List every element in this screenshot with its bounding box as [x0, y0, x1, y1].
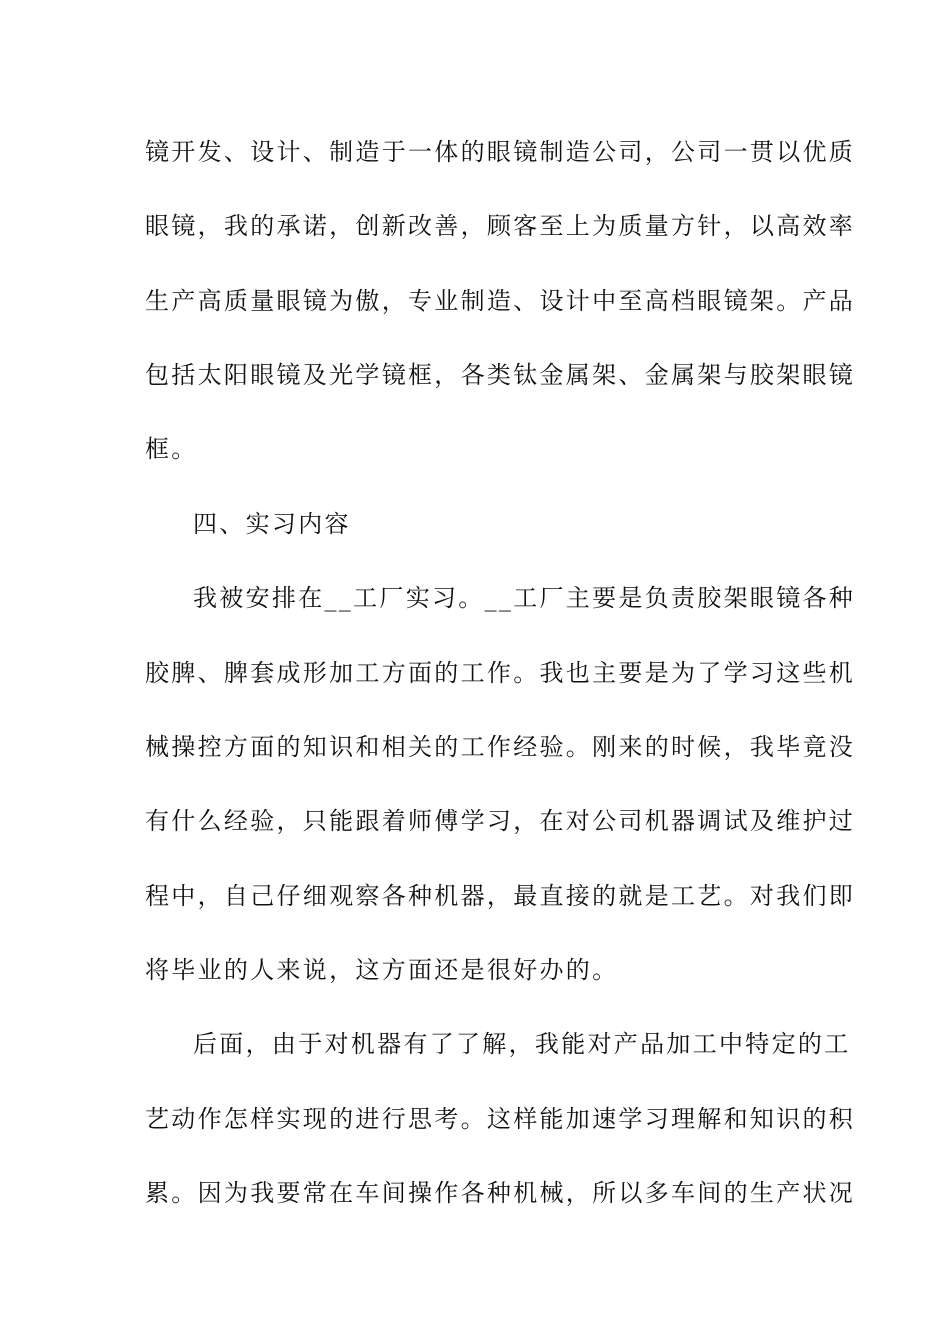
- paragraph-line: 包括太阳眼镜及光学镜框，各类钛金属架、金属架与胶架眼镜: [145, 361, 856, 389]
- paragraph-line: 后面，由于对机器有了了解，我能对产品加工中特定的工: [193, 1030, 851, 1058]
- paragraph-line: 有什么经验，只能跟着师傅学习，在对公司机器调试及维护过: [145, 807, 856, 835]
- section-heading: 四、实习内容: [193, 510, 351, 538]
- paragraph-line: 胶脾、脾套成形加工方面的工作。我也主要是为了学习这些机: [145, 659, 856, 687]
- paragraph-line: 生产高质量眼镜为傲，专业制造、设计中至高档眼镜架。产品: [145, 287, 856, 315]
- paragraph-line: 艺动作怎样实现的进行思考。这样能加速学习理解和知识的积: [145, 1105, 856, 1133]
- paragraph-line: 我被安排在__工厂实习。__工厂主要是负责胶架眼镜各种: [193, 584, 856, 612]
- paragraph-line: 械操控方面的知识和相关的工作经验。刚来的时候，我毕竟没: [145, 733, 856, 761]
- paragraph-line: 眼镜，我的承诺，创新改善，顾客至上为质量方针，以高效率: [145, 212, 856, 240]
- paragraph-line: 镜开发、设计、制造于一体的眼镜制造公司，公司一贯以优质: [145, 138, 856, 166]
- paragraph-line: 将毕业的人来说，这方面还是很好办的。: [145, 956, 619, 984]
- paragraph-line: 程中，自己仔细观察各种机器，最直接的就是工艺。对我们即: [145, 882, 856, 910]
- paragraph-line: 框。: [145, 435, 198, 463]
- paragraph-line: 累。因为我要常在车间操作各种机械，所以多车间的生产状况: [145, 1179, 856, 1207]
